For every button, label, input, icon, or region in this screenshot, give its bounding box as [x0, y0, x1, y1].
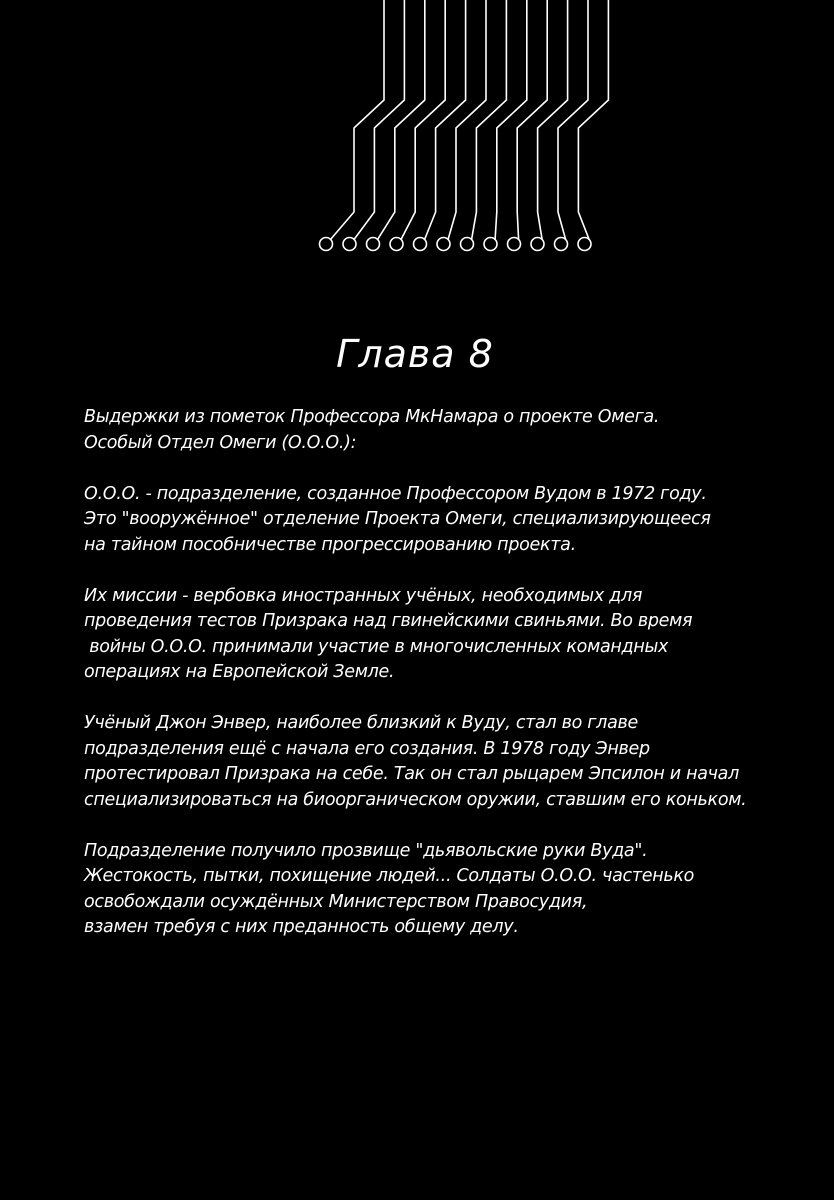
text-line: О.О.О. - подразделение, созданное Профессором Вудом в 1972 году.	[84, 483, 707, 504]
circuit-node	[461, 238, 474, 251]
circuit-node	[578, 238, 591, 251]
circuit-node	[320, 238, 333, 251]
paragraph-intro	[84, 405, 774, 456]
chapter-body	[84, 405, 774, 966]
text-line: Особый Отдел Омеги (О.О.О.):	[84, 432, 357, 453]
circuit-trace	[401, 0, 445, 239]
circuit-trace	[354, 0, 404, 239]
text-line: Жестокость, пытки, похищение людей... Солдаты О.О.О. частенько	[84, 866, 695, 886]
text-line: Это "вооружённое" отделение Проекта Омеги, специализирующееся	[84, 509, 711, 529]
circuit-trace	[495, 0, 527, 239]
circuit-trace	[472, 0, 507, 239]
circuit-node	[437, 238, 450, 251]
circuit-node	[390, 238, 403, 251]
circuit-node	[484, 238, 497, 251]
circuit-trace	[331, 0, 384, 239]
paragraph-missions	[84, 584, 774, 686]
text-line: на тайном пособничестве прогрессированию проекта.	[84, 534, 576, 555]
text-line: специализироваться на биоорганическом оружии, ставшим его коньком.	[84, 789, 747, 810]
chapter-title: Глава 8	[336, 332, 494, 376]
circuit-trace	[517, 0, 547, 239]
text-line: проведения тестов Призрака над гвинейскими свиньями. Во время	[84, 611, 693, 631]
circuit-node	[367, 238, 380, 251]
circuit-node	[414, 238, 427, 251]
text-line: Подразделение получило прозвище "дьявольские руки Вуда".	[84, 840, 648, 861]
circuit-lines-decoration	[0, 0, 834, 270]
circuit-trace	[558, 0, 588, 239]
text-line: войны О.О.О. принимали участие в многочисленных командных	[84, 636, 669, 657]
text-line: Выдержки из пометок Профессора МкНамара о проекте Омега.	[84, 407, 660, 427]
text-line: подразделения ещё с начала его создания. В 1978 году Энвер	[84, 738, 650, 759]
paragraph-definition	[84, 482, 774, 559]
paragraph-nickname	[84, 839, 774, 941]
text-line: Учёный Джон Энвер, наиболее близкий к Вуду, стал во главе	[84, 713, 638, 733]
circuit-node	[555, 238, 568, 251]
text-line: операциях на Европейской Земле.	[84, 662, 395, 682]
circuit-trace	[448, 0, 486, 239]
paragraph-enver	[84, 711, 774, 813]
circuit-trace	[578, 0, 608, 239]
circuit-node	[343, 238, 356, 251]
text-line: протестировал Призрака на себе. Так он стал рыцарем Эпсилон и начал	[84, 764, 739, 784]
circuit-trace	[538, 0, 568, 239]
circuit-node	[531, 238, 544, 251]
circuit-node	[508, 238, 521, 251]
text-line: освобождали осуждённых Министерством Правосудия,	[84, 891, 588, 912]
text-line: взамен требуя с них преданность общему делу.	[84, 917, 519, 937]
text-line: Их миссии - вербовка иностранных учёных, необходимых для	[84, 585, 643, 606]
